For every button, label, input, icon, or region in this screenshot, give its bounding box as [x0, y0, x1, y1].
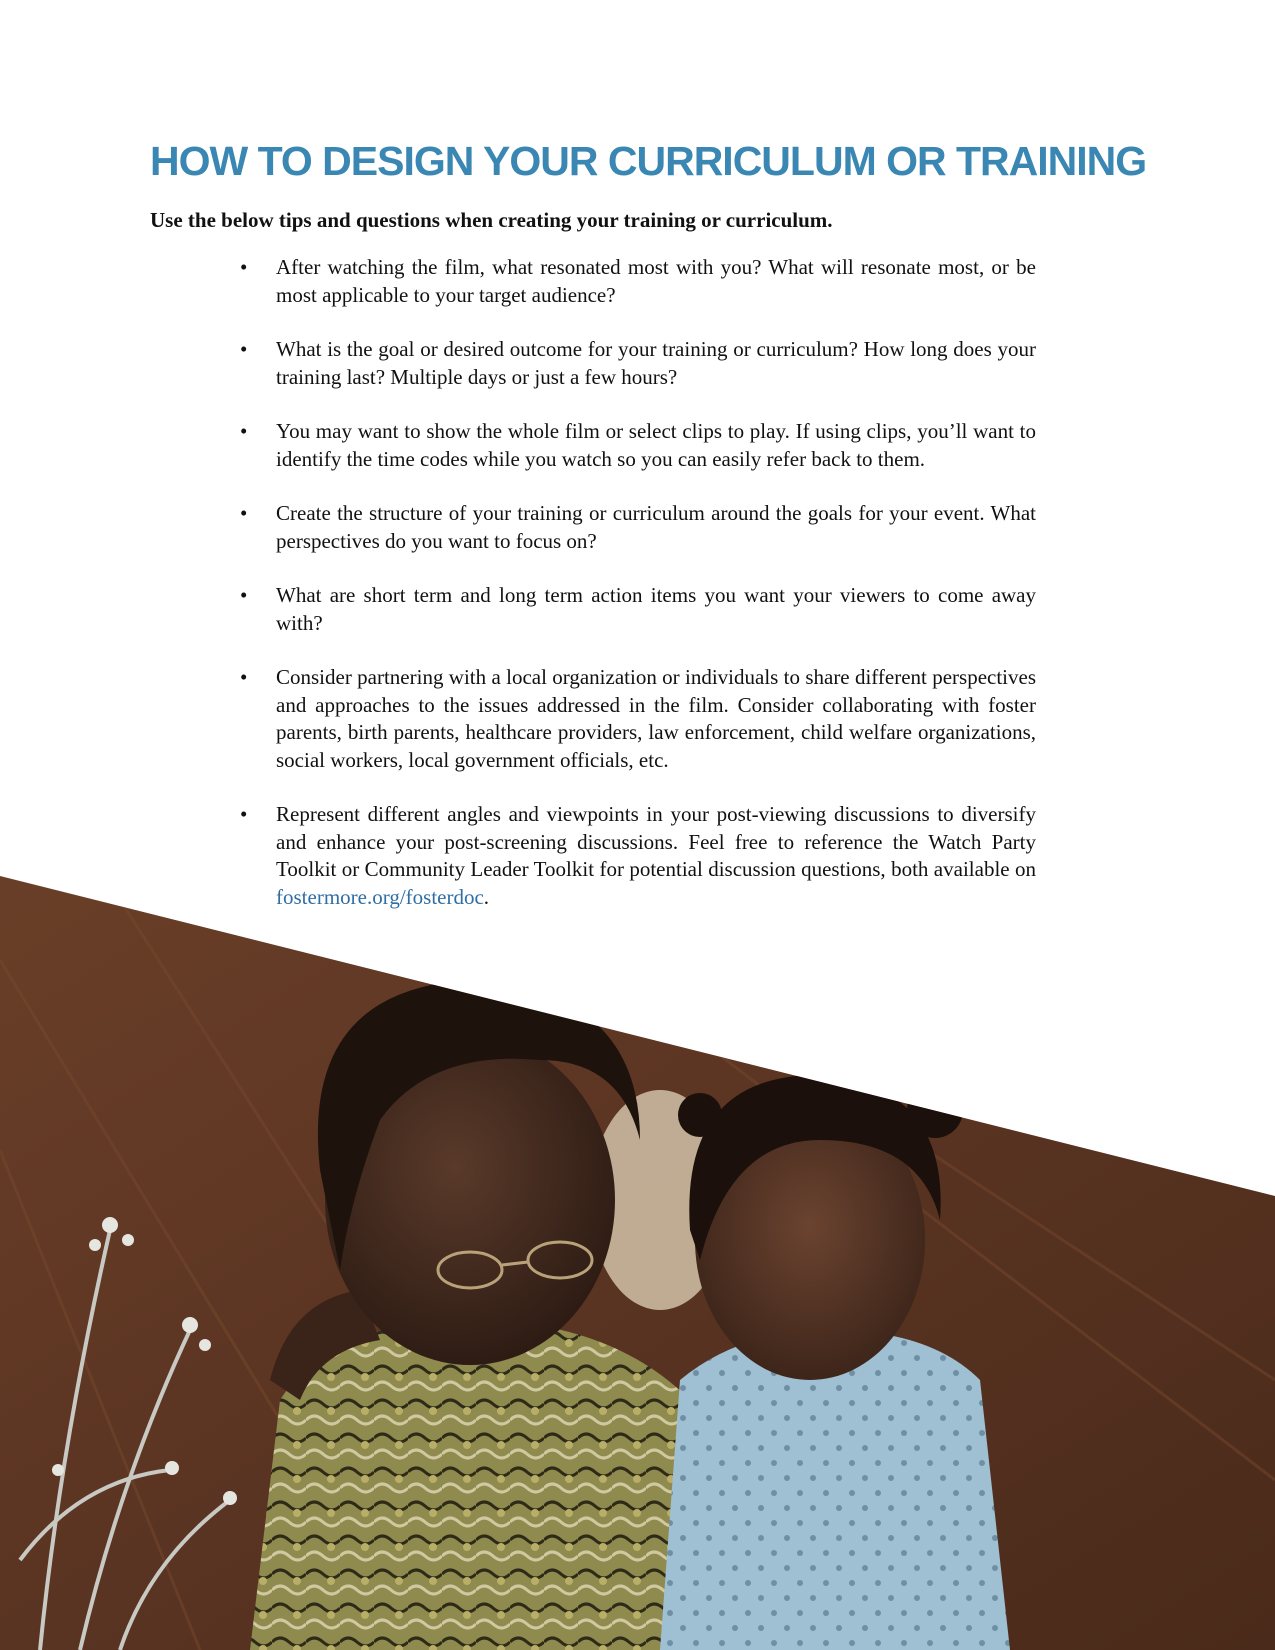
fosterdoc-link[interactable]: fostermore.org/fosterdoc	[276, 884, 484, 909]
bullet-icon: •	[240, 501, 248, 525]
bullet-icon: •	[240, 419, 248, 443]
tip-text: Consider partnering with a local organization or individuals to share different perspectives and approaches to the issues addressed in the film. Consider collaborating with foster parents, birth parents, healthcare providers, law enforcement, child welfare organizations, social workers, local government officials, etc.	[276, 665, 1036, 772]
tip-text: Represent different angles and viewpoints in your post-viewing discussions to diversify and enhance your post-screening discussions. Feel free to reference the Watch Party Toolkit or Community Leader Toolkit for potential discussion questions, both available on	[276, 802, 1036, 881]
girl-hair-puff	[678, 1093, 722, 1137]
tip-text: What are short term and long term action items you want your viewers to come away with?	[276, 583, 1036, 635]
bullet-icon: •	[240, 665, 248, 689]
page-title: HOW TO DESIGN YOUR CURRICULUM OR TRAINING	[150, 138, 1147, 184]
bullet-icon: •	[240, 255, 248, 279]
tip-text: Create the structure of your training or curriculum around the goals for your event. What perspectives do you want to focus on?	[276, 501, 1036, 553]
tip-item	[240, 254, 1036, 309]
tip-item	[240, 336, 1036, 391]
photo-scene	[0, 850, 1275, 1650]
tip-text: After watching the film, what resonated most with you? What will resonate most, or be most applicable to your target audience?	[276, 255, 1036, 307]
bullet-icon: •	[240, 583, 248, 607]
page-subtitle: Use the below tips and questions when creating your training or curriculum.	[150, 208, 833, 232]
tip-item	[240, 418, 1036, 473]
tip-item	[240, 582, 1036, 637]
tip-text: You may want to show the whole film or select clips to play. If using clips, you’ll want to identify the time codes while you watch so you can easily refer back to them.	[276, 419, 1036, 471]
girl-hair-bun	[907, 1082, 963, 1138]
tip-text: What is the goal or desired outcome for your training or curriculum? How long does your training last? Multiple days or just a few hours?	[276, 337, 1036, 389]
girl-shirt	[660, 1330, 1010, 1650]
tip-item	[240, 664, 1036, 774]
tip-item	[240, 801, 1036, 911]
tip-end-punctuation: .	[483, 884, 490, 909]
bullet-icon: •	[240, 802, 248, 826]
bullet-icon: •	[240, 337, 248, 361]
tip-item	[240, 500, 1036, 555]
tips-list	[240, 254, 1036, 938]
woman-shirt	[250, 1320, 720, 1650]
